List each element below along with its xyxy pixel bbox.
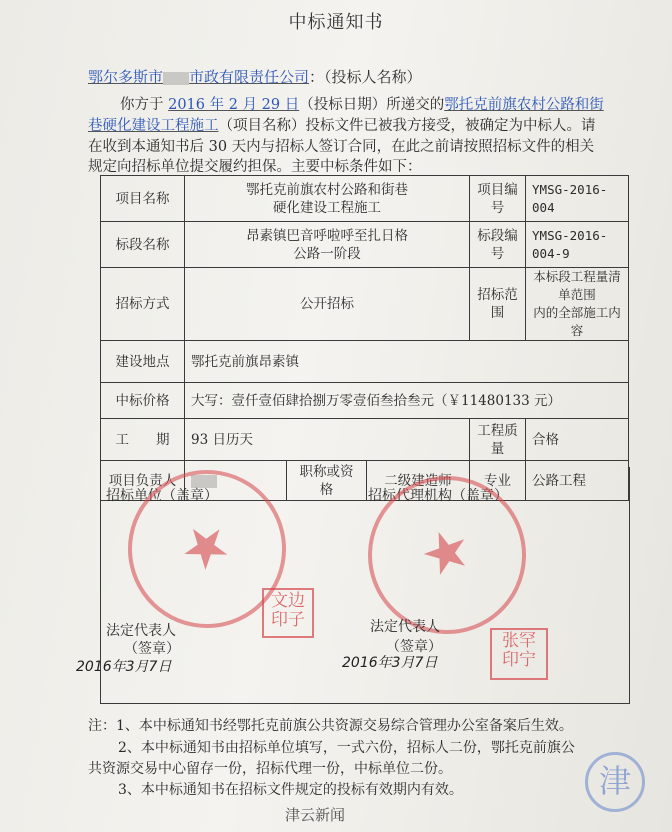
table-key: 职称或资格 [287,461,367,501]
table-key: 标段编号 [470,222,526,268]
table-value: 昂素镇巴音呼啦呼至扎日格 公路一阶段 [185,222,470,268]
recipient-label: （投标人名称） [324,68,422,86]
recipient-line: 鄂尔多斯市 市政有限责任公司：（投标人名称） [88,68,422,86]
star-icon: ★ [166,505,245,588]
qualification: 二级建造师 [367,461,470,501]
table-key: 专业 [470,461,526,501]
project-name-part2: 巷硬化建设工程施工 [88,118,219,134]
table-row [101,176,629,222]
table-key: 工 期 [101,419,185,461]
agency-seal-label: 招标代理机构（盖章） [368,488,508,504]
agency-rep-label: 法定代表人 [370,619,440,635]
note-2-cont: 共资源交易中心留存一份，招标代理一份，中标单位二份。 [88,761,452,777]
table-row [101,383,629,419]
intro-line-3: 在收到本通知书后 30 天内与招标人签订合同，在此之前请按照招标文件的相关 [88,139,595,155]
note-1: 注：1、本中标通知书经鄂托克前旗公共资源交易综合管理办公室备案后生效。 [88,718,573,734]
table-key: 招标方式 [101,268,185,341]
table-key: 工程质量 [470,419,526,461]
table-key: 标段名称 [101,222,185,268]
table-key: 项目负责人 [101,461,185,501]
table-key: 中标价格 [101,383,185,419]
star-icon: ★ [411,513,481,592]
project-number: YMSG-2016-004 [526,176,629,222]
quality: 合格 [526,419,629,461]
tenderer-date: 2016年3月7日 [76,659,172,675]
agency-rep-stamp: 张罕 印宁 [490,628,548,680]
intro-line-2: 巷硬化建设工程施工（项目名称）投标文件已被我方接受，被确定为中标人。请 [88,118,596,134]
jinyun-logo-icon: 津 [585,752,645,812]
table-value: 公开招标 [185,268,470,341]
table-key: 招标范围 [470,268,526,341]
tenderer-rep-stamp: 文边 印子 [262,588,314,638]
duration: 93 日历天 [185,419,470,461]
note-3: 3、本中标通知书在招标文件规定的投标有效期内有效。 [118,782,463,798]
table-row [101,222,629,268]
tenderer-rep-label: 法定代表人 [106,623,176,639]
intro-line-1: 你方于 2016 年 2 月 29 日（投标日期）所递交的鄂托克前旗农村公路和街 [120,97,604,113]
tenderer-sig-label: （签章） [124,641,180,657]
table-value: 鄂托克前旗农村公路和街巷 硬化建设工程施工 [185,176,470,222]
table-row [101,341,629,383]
project-name-part1: 鄂托克前旗农村公路和街 [444,97,604,113]
recipient-name: 鄂尔多斯市 市政有限责任公司 [88,68,310,86]
note-2: 2、本中标通知书由招标单位填写，一式六份，招标人二份，鄂托克前旗公 [118,740,575,756]
table-key: 建设地点 [101,341,185,383]
section-number: YMSG-2016-004-9 [526,222,629,268]
table-key: 项目名称 [101,176,185,222]
table-key: 项目编号 [470,176,526,222]
tenderer-seal-label: 招标单位（盖章） [106,488,218,504]
award-conditions-table [100,175,629,501]
redaction-mark [163,72,189,85]
award-price: 大写：壹仟壹佰肆拾捌万零壹佰叁拾叁元（￥11480133 元） [185,383,629,419]
document-title: 中标通知书 [288,12,384,33]
table-row [101,268,629,341]
agency-date: 2016年3月7日 [342,655,438,671]
intro-line-4: 规定向招标单位提交履约担保。主要中标条件如下： [88,159,422,175]
construction-site: 鄂托克前旗昂素镇 [185,341,629,383]
bid-date: 2016 年 2 月 29 日 [168,97,300,113]
agency-sig-label: （签章） [386,639,442,655]
watermark: 津云新闻 [285,806,346,824]
table-row [101,419,629,461]
specialty: 公路工程 [526,461,629,501]
table-value: 本标段工程量清单范围 内的全部施工内容 [526,268,629,341]
